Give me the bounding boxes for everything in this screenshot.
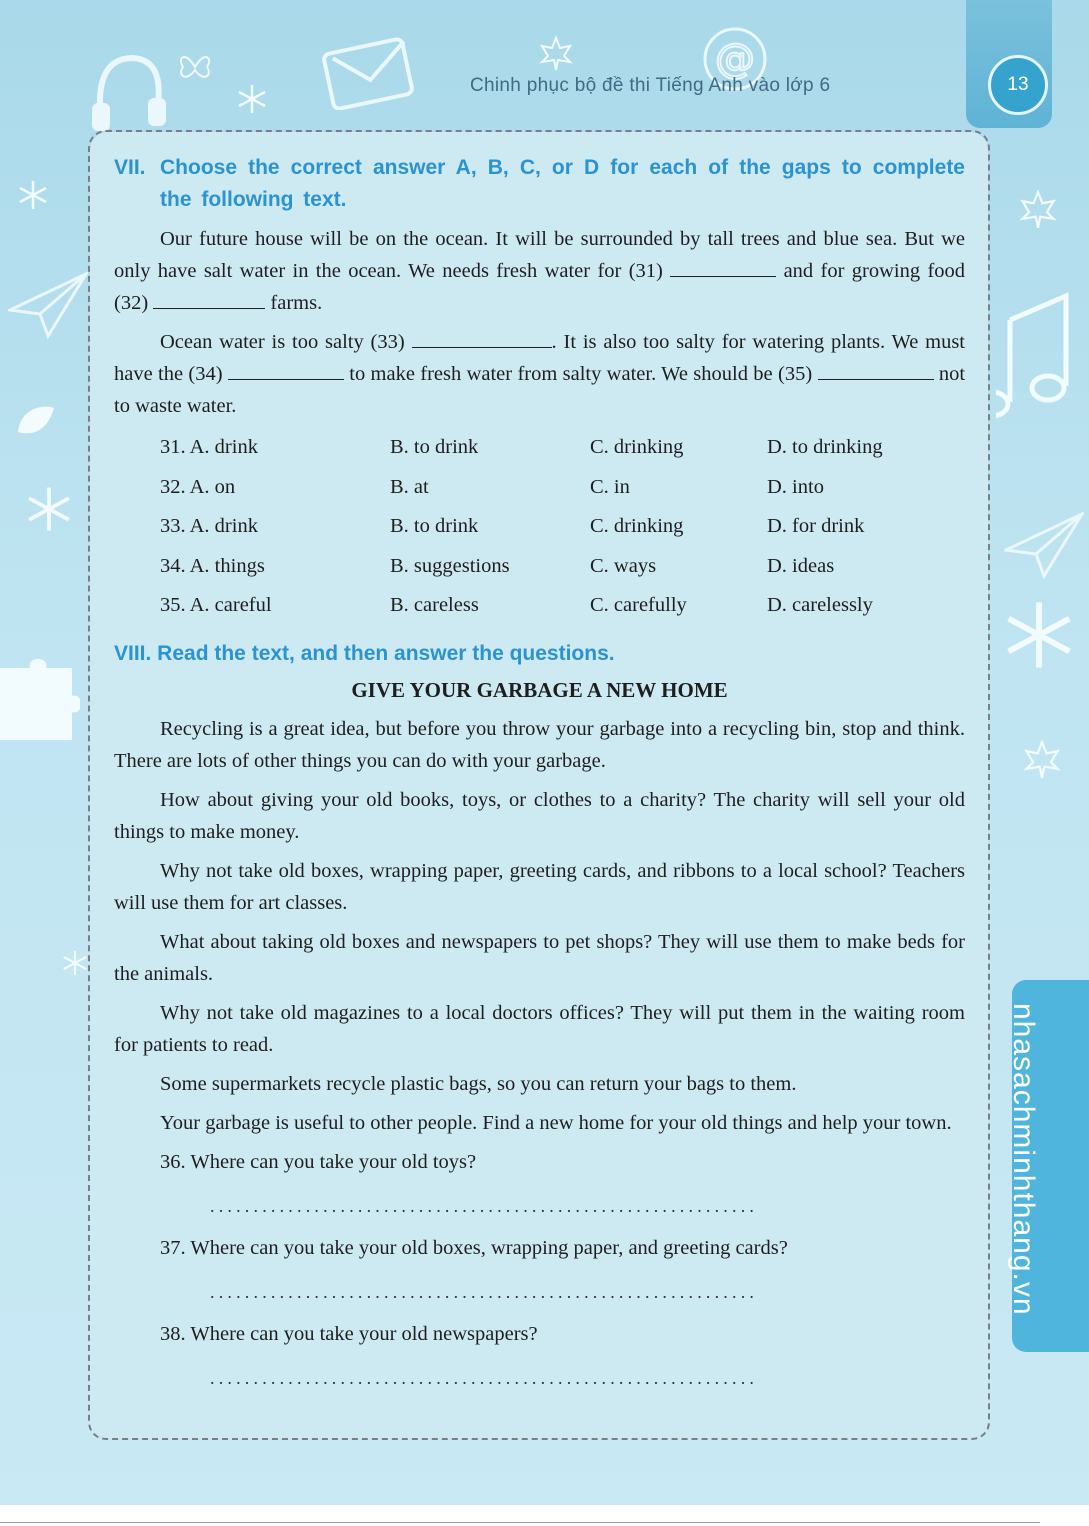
reading-paragraph-7: Your garbage is useful to other people. Find a new home for your old things and help your town. (160, 1111, 952, 1134)
options-row-31 (114, 428, 965, 468)
option-32-b[interactable]: B. at (390, 475, 429, 498)
option-33-b[interactable]: B. to drink (390, 515, 479, 537)
question-38: 38. Where can you take your old newspapers? (160, 1322, 538, 1345)
options-row-32 (114, 468, 965, 508)
reading-paragraph-6: Some supermarkets recycle plastic bags, so you can return your bags to them. (160, 1072, 797, 1095)
passage-paragraph-1: Our future house will be on the ocean. It will be surrounded by tall trees and blue sea. But we only have salt water in the ocean. We needs fresh water for (31) and for growing food (32) farms. (114, 228, 966, 314)
maple-leaf-icon (538, 36, 574, 72)
answer-line-37[interactable]: ............................................................... (210, 1281, 759, 1302)
gap-33-blank[interactable] (412, 327, 552, 348)
answer-options (114, 428, 965, 626)
passage-paragraph-2: Ocean water is too salty (33) . It is also too salty for watering plants. We must have the (34) to make fresh water from salty water. We should be (35) not to waste water. (114, 326, 965, 422)
gap-34-blank[interactable] (228, 359, 344, 380)
gap-31-blank[interactable] (670, 256, 776, 277)
option-34-a[interactable]: 34. A. things (160, 554, 265, 577)
maple-leaf-icon (1016, 190, 1060, 230)
website-url: nhasachminhthang.vn (1007, 1003, 1040, 1316)
reading-title: GIVE YOUR GARBAGE A NEW HOME (351, 677, 728, 702)
music-note-icon (996, 290, 1076, 420)
option-31-d[interactable]: D. to drinking (767, 436, 883, 458)
option-31-b[interactable]: B. to drink (390, 436, 479, 458)
option-32-c[interactable]: C. in (590, 475, 630, 498)
answer-line-36[interactable]: ............................................................... (210, 1195, 759, 1216)
options-row-34 (114, 547, 965, 587)
option-32-d[interactable]: D. into (767, 475, 824, 498)
reading-paragraph-1: Recycling is a great idea, but before you throw your garbage into a recycling bin, stop and think. There are lots of other things you can do with your garbage. (114, 717, 965, 772)
options-row-35 (114, 586, 965, 626)
snowflake-icon (18, 180, 48, 210)
option-33-d[interactable]: D. for drink (767, 515, 865, 537)
section-8-heading: VIII. Read the text, and then answer the questions. (114, 641, 615, 665)
option-33-a[interactable]: 33. A. drink (160, 515, 258, 537)
gap-35-blank[interactable] (818, 359, 934, 380)
puzzle-piece-icon (0, 656, 80, 742)
headphones-icon (88, 48, 168, 138)
option-35-d[interactable]: D. carelessly (767, 594, 873, 616)
snowflake-icon (26, 486, 72, 532)
maple-leaf-icon (1020, 740, 1064, 780)
options-row-33 (114, 507, 965, 547)
reading-paragraph-2: How about giving your old books, toys, or clothes to a charity? The charity will sell your old things to make money. (114, 788, 965, 843)
paper-plane-icon (1004, 510, 1084, 580)
reading-paragraph-4: What about taking old boxes and newspapers to pet shops? They will use them to make beds for the animals. (114, 930, 965, 985)
snowflake-icon (237, 84, 267, 114)
page-number: 13 (988, 55, 1048, 115)
option-31-c[interactable]: C. drinking (590, 436, 684, 458)
question-37: 37. Where can you take your old boxes, wrapping paper, and greeting cards? (160, 1236, 788, 1259)
option-35-b[interactable]: B. careless (390, 594, 479, 616)
butterfly-icon (175, 50, 215, 84)
snowflake-icon (1004, 600, 1074, 670)
snowflake-icon (62, 950, 88, 976)
question-36: 36. Where can you take your old toys? (160, 1150, 477, 1173)
leaf-icon (14, 402, 58, 442)
reading-paragraph-5: Why not take old magazines to a local doctors offices? They will put them in the waiting room for patients to read. (114, 1001, 965, 1056)
exercise-content (114, 152, 965, 1397)
option-33-c[interactable]: C. drinking (590, 515, 684, 537)
reading-paragraph-3: Why not take old boxes, wrapping paper, greeting cards, and ribbons to a local school? Teachers will use them for art classes. (114, 859, 965, 914)
option-31-a[interactable]: 31. A. drink (160, 436, 258, 458)
section-7-instruction: Choose the correct answer A, B, C, or D for each of the gaps to complete the following text. (160, 156, 965, 211)
page-footer-rule (0, 1522, 1040, 1523)
option-32-a[interactable]: 32. A. on (160, 475, 236, 498)
book-title: Chinh phục bộ đề thi Tiếng Anh vào lớp 6 (470, 75, 831, 96)
section-7-number: VII. (114, 156, 146, 179)
svg-text:@: @ (715, 36, 755, 82)
paper-plane-icon (8, 270, 88, 340)
option-34-d[interactable]: D. ideas (767, 554, 835, 577)
option-34-c[interactable]: C. ways (590, 554, 657, 577)
envelope-icon (320, 30, 420, 110)
section-7-heading (114, 152, 965, 216)
option-34-b[interactable]: B. suggestions (390, 554, 510, 577)
option-35-a[interactable]: 35. A. careful (160, 594, 272, 616)
option-35-c[interactable]: C. carefully (590, 594, 687, 616)
answer-line-38[interactable]: ............................................................... (210, 1367, 759, 1388)
gap-32-blank[interactable] (153, 288, 265, 309)
